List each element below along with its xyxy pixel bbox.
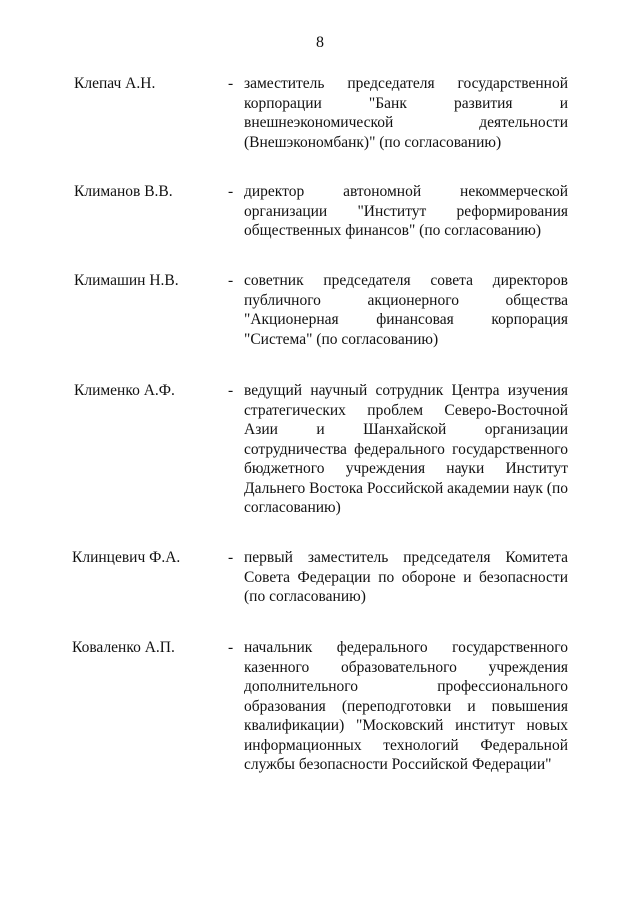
entry-dash: -	[228, 183, 234, 200]
person-name: Клинцевич Ф.А.	[72, 549, 181, 566]
person-name: Клепач А.Н.	[74, 75, 156, 92]
entry-dash: -	[228, 549, 234, 566]
page-number: 8	[316, 34, 324, 51]
person-name: Коваленко А.П.	[72, 639, 175, 656]
person-name: Климашин Н.В.	[74, 272, 179, 289]
entry-dash: -	[228, 639, 234, 656]
person-position: директор автономной некоммерческой организации "Институт реформирования общественных финансов" (по согласованию)	[244, 183, 568, 239]
entry-dash: -	[228, 382, 234, 399]
person-position: первый заместитель председателя Комитета Совета Федерации по обороне и безопасности (по согласованию)	[244, 549, 568, 605]
entry-dash: -	[228, 75, 234, 92]
person-name: Климанов В.В.	[74, 183, 173, 200]
person-position: заместитель председателя государственной корпорации "Банк развития и внешнеэкономической деятельности (Внешэкономбанк)" (по согласованию)	[244, 75, 568, 151]
person-position: ведущий научный сотрудник Центра изучения стратегических проблем Северо-Восточной Азии и Шанхайской организации сотрудничества федерального государственного бюджетного учреждения науки Институт Дальнего Востока Российской академии наук (по согласованию)	[244, 382, 568, 516]
person-position: советник председателя совета директоров публичного акционерного общества "Акционерная финансовая корпорация "Система" (по согласованию)	[244, 272, 568, 348]
person-position: начальник федерального государственного казенного образовательного учреждения дополнительного профессионального образования (переподготовки и повышения квалификации) "Московский институт новых информационных технологий Федеральной службы безопасности Российской Федерации"	[244, 639, 568, 773]
person-name: Клименко А.Ф.	[74, 382, 175, 399]
entry-dash: -	[228, 272, 234, 289]
